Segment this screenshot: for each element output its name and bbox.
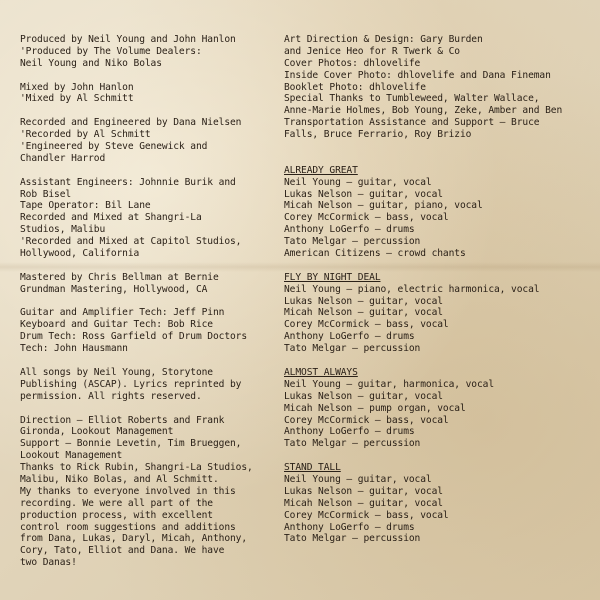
credit-line: 'Recorded and Mixed at Capitol Studios, [20, 236, 242, 248]
credit-line: Cory, Tato, Elliot and Dana. We have [20, 545, 225, 557]
credit-line: Mixed by John Hanlon [20, 81, 134, 93]
credit-line: Neil Young – guitar, harmonica, vocal [284, 378, 495, 390]
track-heading: STAND TALL [284, 462, 341, 474]
credit-line: Recorded and Mixed at Shangri-La [20, 212, 202, 224]
credit-line: control room suggestions and additions [20, 521, 236, 533]
credit-line: Malibu, Niko Bolas, and Al Schmitt. [20, 473, 219, 485]
credit-line: Inside Cover Photo: dhlovelife and Dana Fineman [284, 69, 551, 81]
credit-line: Anne-Marie Holmes, Bob Young, Zeke, Amber and Ben [284, 105, 563, 117]
credit-line: Chandler Harrod [20, 152, 106, 164]
credit-line: Guitar and Amplifier Tech: Jeff Pinn [20, 307, 225, 319]
credit-line: Keyboard and Guitar Tech: Bob Rice [20, 319, 213, 331]
credit-line: Hollywood, California [20, 248, 140, 260]
credit-line: Special Thanks to Tumbleweed, Walter Wallace, [284, 93, 540, 105]
credit-line: Transportation Assistance and Support – Bruce [284, 117, 540, 129]
credit-line: Anthony LoGerfo – drums [284, 521, 415, 533]
credit-line: Publishing (ASCAP). Lyrics reprinted by [20, 378, 242, 390]
blank-line [284, 450, 592, 462]
credit-line: Micah Nelson – guitar, piano, vocal [284, 200, 483, 212]
right-credits-column [284, 34, 592, 545]
credit-line: Drum Tech: Ross Garfield of Drum Doctors [20, 331, 248, 343]
credit-line: Corey McCormick – bass, vocal [284, 414, 449, 426]
credit-line: Lukas Nelson – guitar, vocal [284, 485, 443, 497]
credit-line: Art Direction & Design: Gary Burden [284, 34, 483, 45]
left-credits-column [20, 34, 282, 569]
blank-line [284, 260, 592, 272]
credit-line: Thanks to Rick Rubin, Shangri-La Studios, [20, 462, 253, 474]
credit-line: Tato Melgar – percussion [284, 236, 421, 248]
credit-line: Lookout Management [20, 450, 123, 462]
track-heading: ALMOST ALWAYS [284, 366, 358, 378]
credit-line: two Danas! [20, 557, 77, 569]
blank-line [20, 260, 282, 272]
credit-line: Micah Nelson – guitar, vocal [284, 497, 443, 509]
credit-line: Recorded and Engineered by Dana Nielsen [20, 117, 242, 129]
credit-line: Neil Young – piano, electric harmonica, vocal [284, 283, 540, 295]
credit-line: Corey McCormick – bass, vocal [284, 509, 449, 521]
credit-line: recording. We were all part of the [20, 497, 213, 509]
credit-line: All songs by Neil Young, Storytone [20, 366, 213, 378]
blank-line [284, 141, 592, 153]
credit-line: 'Recorded by Al Schmitt [20, 129, 151, 141]
blank-line [20, 105, 282, 117]
credit-line: Anthony LoGerfo – drums [284, 426, 415, 438]
blank-line [284, 355, 592, 367]
credit-line: and Jenice Heo for R Twerk & Co [284, 45, 460, 57]
credit-line: Neil Young and Niko Bolas [20, 57, 162, 69]
credit-line: Tech: John Hausmann [20, 343, 128, 355]
blank-line [284, 153, 592, 165]
credit-line: Produced by Neil Young and John Hanlon [20, 34, 236, 45]
credit-line: Booklet Photo: dhlovelife [284, 81, 426, 93]
credit-line: Lukas Nelson – guitar, vocal [284, 295, 443, 307]
credit-line: Corey McCormick – bass, vocal [284, 212, 449, 224]
credit-line: Micah Nelson – pump organ, vocal [284, 402, 466, 414]
credit-line: My thanks to everyone involved in this [20, 485, 236, 497]
credit-line: Studios, Malibu [20, 224, 106, 236]
credit-line: Cover Photos: dhlovelife [284, 57, 421, 69]
track-heading: ALREADY GREAT [284, 164, 358, 176]
credit-line: 'Produced by The Volume Dealers: [20, 45, 202, 57]
credit-line: from Dana, Lukas, Daryl, Micah, Anthony, [20, 533, 248, 545]
credit-line: Direction – Elliot Roberts and Frank [20, 414, 225, 426]
credit-line: production process, with excellent [20, 509, 213, 521]
credit-line: Neil Young – guitar, vocal [284, 176, 432, 188]
blank-line [20, 355, 282, 367]
credit-line: 'Engineered by Steve Genewick and [20, 141, 208, 153]
credit-line: Tato Melgar – percussion [284, 533, 421, 545]
credit-line: Assistant Engineers: Johnnie Burik and [20, 176, 236, 188]
credit-line: Tape Operator: Bil Lane [20, 200, 151, 212]
credit-line: 'Mixed by Al Schmitt [20, 93, 134, 105]
credit-line: Gironda, Lookout Management [20, 426, 174, 438]
credit-line: Anthony LoGerfo – drums [284, 331, 415, 343]
credit-line: Anthony LoGerfo – drums [284, 224, 415, 236]
credit-line: Support – Bonnie Levetin, Tim Brueggen, [20, 438, 242, 450]
credit-line: permission. All rights reserved. [20, 390, 202, 402]
credit-line: Lukas Nelson – guitar, vocal [284, 188, 443, 200]
blank-line [20, 70, 282, 82]
track-heading: FLY BY NIGHT DEAL [284, 271, 381, 283]
credit-line: Neil Young – guitar, vocal [284, 473, 432, 485]
credit-line: American Citizens – crowd chants [284, 248, 466, 260]
credit-line: Falls, Bruce Ferrario, Roy Brizio [284, 129, 472, 141]
credit-line: Corey McCormick – bass, vocal [284, 319, 449, 331]
credit-line: Tato Melgar – percussion [284, 438, 421, 450]
credit-line: Rob Bisel [20, 188, 72, 200]
blank-line [20, 296, 282, 308]
credit-line: Lukas Nelson – guitar, vocal [284, 390, 443, 402]
credit-line: Micah Nelson – guitar, vocal [284, 307, 443, 319]
blank-line [20, 165, 282, 177]
credit-line: Tato Melgar – percussion [284, 343, 421, 355]
credit-line: Mastered by Chris Bellman at Bernie [20, 271, 219, 283]
blank-line [20, 403, 282, 415]
credit-line: Grundman Mastering, Hollywood, CA [20, 283, 208, 295]
